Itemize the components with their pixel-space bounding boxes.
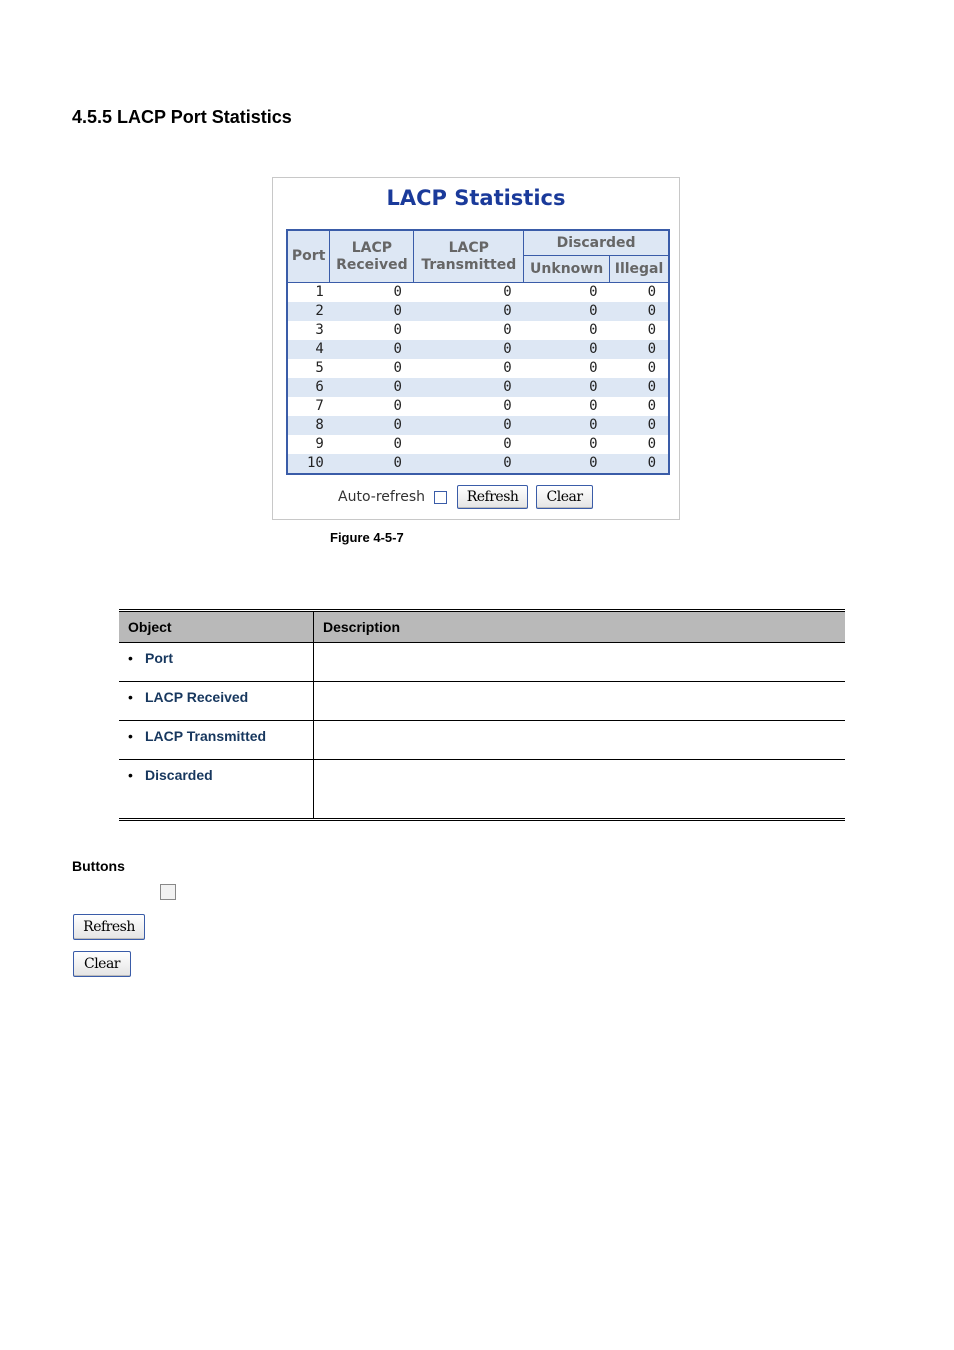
auto-refresh-checkbox[interactable] (434, 491, 447, 504)
port-cell: 2 (287, 302, 330, 321)
object-cell: • LACP Transmitted (119, 721, 314, 760)
transmitted-cell: 0 (414, 416, 524, 435)
section-title: 4.5.5 LACP Port Statistics (72, 107, 292, 127)
table-row (287, 302, 669, 321)
header-description: Description (314, 611, 846, 643)
lacp-statistics-table (286, 229, 670, 475)
table-row (119, 682, 845, 721)
description-cell (314, 721, 846, 760)
transmitted-cell: 0 (414, 283, 524, 303)
illegal-cell: 0 (647, 360, 656, 376)
bullet-icon: • (128, 767, 133, 783)
port-cell: 1 (287, 283, 330, 303)
port-cell: 7 (315, 398, 324, 414)
table-row (287, 359, 669, 378)
port-cell: 10 (287, 454, 330, 474)
illegal-cell: 0 (647, 322, 656, 338)
table-row (287, 378, 669, 397)
header-unknown: Unknown (524, 256, 610, 283)
refresh-button-sample[interactable]: Refresh (73, 914, 145, 940)
port-cell: 8 (287, 416, 330, 435)
unknown-cell: 0 (524, 283, 610, 303)
port-cell: 3 (315, 322, 324, 338)
illegal-cell: 0 (610, 340, 669, 359)
bullet-icon: • (128, 728, 133, 744)
table-row (287, 397, 669, 416)
header-lacp-transmitted: LACP Transmitted (414, 230, 524, 283)
transmitted-cell: 0 (414, 454, 524, 474)
buttons-heading: Buttons (72, 858, 125, 874)
transmitted-cell: 0 (503, 322, 512, 338)
illegal-cell: 0 (610, 416, 669, 435)
figure-controls (338, 484, 593, 510)
object-cell: • Discarded (119, 760, 314, 820)
lacp-statistics-figure (272, 177, 680, 520)
transmitted-cell: 0 (414, 302, 524, 321)
table-row (119, 760, 845, 820)
unknown-cell: 0 (589, 436, 598, 452)
received-cell: 0 (393, 398, 402, 414)
received-cell: 0 (330, 378, 414, 397)
table-row (287, 283, 669, 303)
received-cell: 0 (330, 416, 414, 435)
clear-button[interactable]: Clear (536, 485, 593, 509)
clear-button-sample[interactable]: Clear (73, 951, 131, 977)
received-cell: 0 (393, 436, 402, 452)
transmitted-cell: 0 (414, 340, 524, 359)
transmitted-cell: 0 (414, 378, 524, 397)
unknown-cell: 0 (589, 360, 598, 376)
header-discarded: Discarded (524, 230, 669, 256)
object-cell: • Port (119, 643, 314, 682)
header-illegal: Illegal (610, 256, 669, 283)
bullet-icon: • (128, 689, 133, 705)
table-row (287, 321, 669, 340)
table-row (287, 416, 669, 435)
illegal-cell: 0 (647, 436, 656, 452)
refresh-button[interactable]: Refresh (457, 485, 528, 509)
figure-caption: Figure 4-5-7 (330, 530, 404, 545)
port-cell: 4 (287, 340, 330, 359)
description-cell (314, 643, 846, 682)
unknown-cell: 0 (524, 416, 610, 435)
auto-refresh-checkbox-sample[interactable] (160, 884, 176, 900)
transmitted-cell: 0 (503, 398, 512, 414)
header-object: Object (119, 611, 314, 643)
unknown-cell: 0 (524, 340, 610, 359)
table-row (287, 340, 669, 359)
figure-title: LACP Statistics (386, 186, 566, 210)
header-port: Port (287, 230, 330, 283)
table-row (119, 721, 845, 760)
received-cell: 0 (330, 454, 414, 474)
table-row (287, 435, 669, 454)
unknown-cell: 0 (589, 398, 598, 414)
port-cell: 9 (315, 436, 324, 452)
description-cell (314, 682, 846, 721)
transmitted-cell: 0 (503, 436, 512, 452)
received-cell: 0 (330, 283, 414, 303)
received-cell: 0 (393, 322, 402, 338)
illegal-cell: 0 (610, 454, 669, 474)
illegal-cell: 0 (610, 378, 669, 397)
transmitted-cell: 0 (503, 360, 512, 376)
port-cell: 6 (287, 378, 330, 397)
auto-refresh-label: Auto-refresh (338, 489, 426, 505)
illegal-cell: 0 (610, 283, 669, 303)
illegal-cell: 0 (647, 398, 656, 414)
port-cell: 5 (315, 360, 324, 376)
bullet-icon: • (128, 650, 133, 666)
table-row (287, 454, 669, 474)
received-cell: 0 (330, 340, 414, 359)
received-cell: 0 (330, 302, 414, 321)
unknown-cell: 0 (589, 322, 598, 338)
header-lacp-received: LACP Received (330, 230, 414, 283)
received-cell: 0 (393, 360, 402, 376)
description-cell (314, 760, 846, 820)
object-cell: • LACP Received (119, 682, 314, 721)
unknown-cell: 0 (524, 454, 610, 474)
unknown-cell: 0 (524, 302, 610, 321)
illegal-cell: 0 (610, 302, 669, 321)
table-row (119, 643, 845, 682)
unknown-cell: 0 (524, 378, 610, 397)
object-description-table (119, 609, 845, 821)
